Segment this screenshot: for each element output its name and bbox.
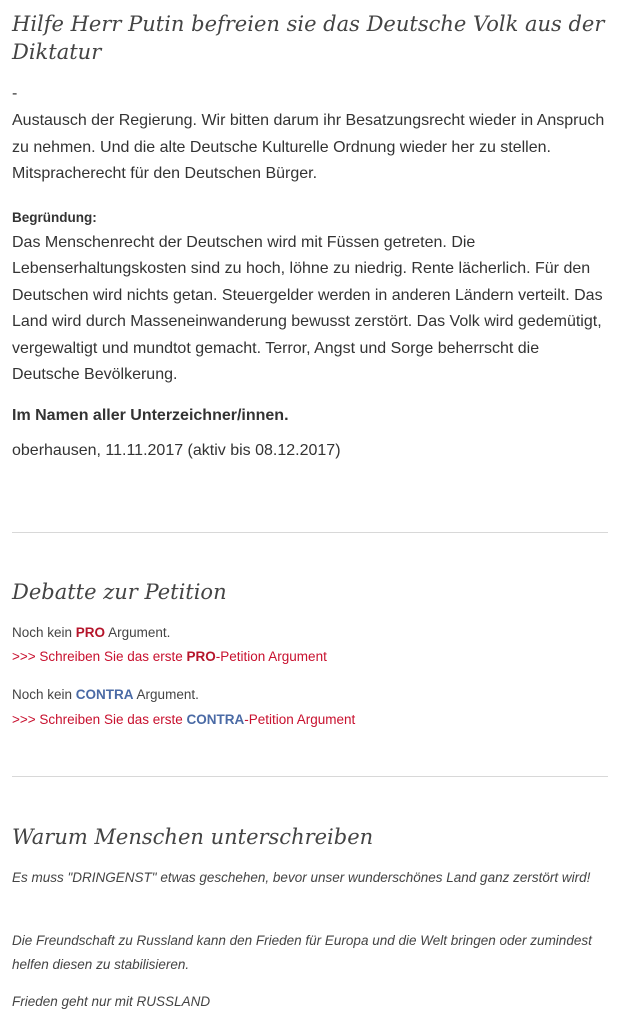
pro-link-suffix: -Petition Argument [215, 649, 327, 664]
petition-page [12, 0, 608, 1009]
place-date-line: oberhausen, 11.11.2017 (aktiv bis 08.12.2017) [12, 441, 341, 459]
pro-status [12, 623, 170, 643]
reason-label: Begründung: [12, 209, 97, 225]
contra-link-prefix: >>> Schreiben Sie das erste [12, 712, 187, 727]
contra-status-suffix: Argument. [133, 687, 199, 702]
petition-request: Austausch der Regierung. Wir bitten darum ihr Besatzungsrecht wieder in Anspruch zu nehmen. Und die alte Deutsche Kulturelle Ordnung wieder her zu stellen. Mitspracherecht für den Deutschen Bürger. [12, 112, 605, 182]
petition-reason: Das Menschenrecht der Deutschen wird mit Füssen getreten. Die Lebenserhaltungskosten sind zu hoch, löhne zu niedrig. Rente lächerlich. Für den Deutschen wird nichts getan. Steuergelder werden in anderen Ländern verteilt. Das Land wird durch Masseneinwanderung bewusst zerstört. Das Volk wird gedemütigt, vergewaltigt und mundtot gemacht. Terror, Angst und Sorge beherrscht die Deutsche Bevölkerung. [12, 233, 603, 383]
pro-status-suffix: Argument. [105, 625, 171, 640]
contra-status-prefix: Noch kein [12, 687, 76, 702]
pro-link-keyword: PRO [186, 649, 216, 664]
contra-link-keyword: CONTRA [186, 712, 245, 727]
pro-keyword: PRO [75, 625, 106, 640]
reason-quote: Es muss "DRINGENST" etwas geschehen, bevor unser wunderschönes Land ganz zerstört wird! [12, 870, 591, 885]
debate-heading: Debatte zur Petition [12, 580, 227, 604]
signatories-line: Im Namen aller Unterzeichner/innen. [12, 406, 289, 424]
pro-status-prefix: Noch kein [12, 625, 76, 640]
write-contra-argument-link[interactable] [12, 710, 355, 730]
pro-link-prefix: >>> Schreiben Sie das erste [12, 649, 187, 664]
reasons-heading: Warum Menschen unterschreiben [12, 825, 374, 849]
contra-link-suffix: -Petition Argument [244, 712, 356, 727]
petition-dash: - [12, 85, 18, 102]
section-divider [12, 776, 608, 777]
reason-quote: Die Freundschaft zu Russland kann den Frieden für Europa und die Welt bringen oder zumindest helfen diesen zu stabilisieren. [12, 933, 592, 972]
contra-keyword: CONTRA [75, 687, 134, 702]
reason-quote: Frieden geht nur mit RUSSLAND [12, 994, 211, 1009]
write-pro-argument-link[interactable] [12, 647, 327, 667]
section-divider [12, 532, 608, 533]
petition-title: Hilfe Herr Putin befreien sie das Deutsche Volk aus der Diktatur [12, 12, 605, 64]
contra-status [12, 685, 199, 705]
